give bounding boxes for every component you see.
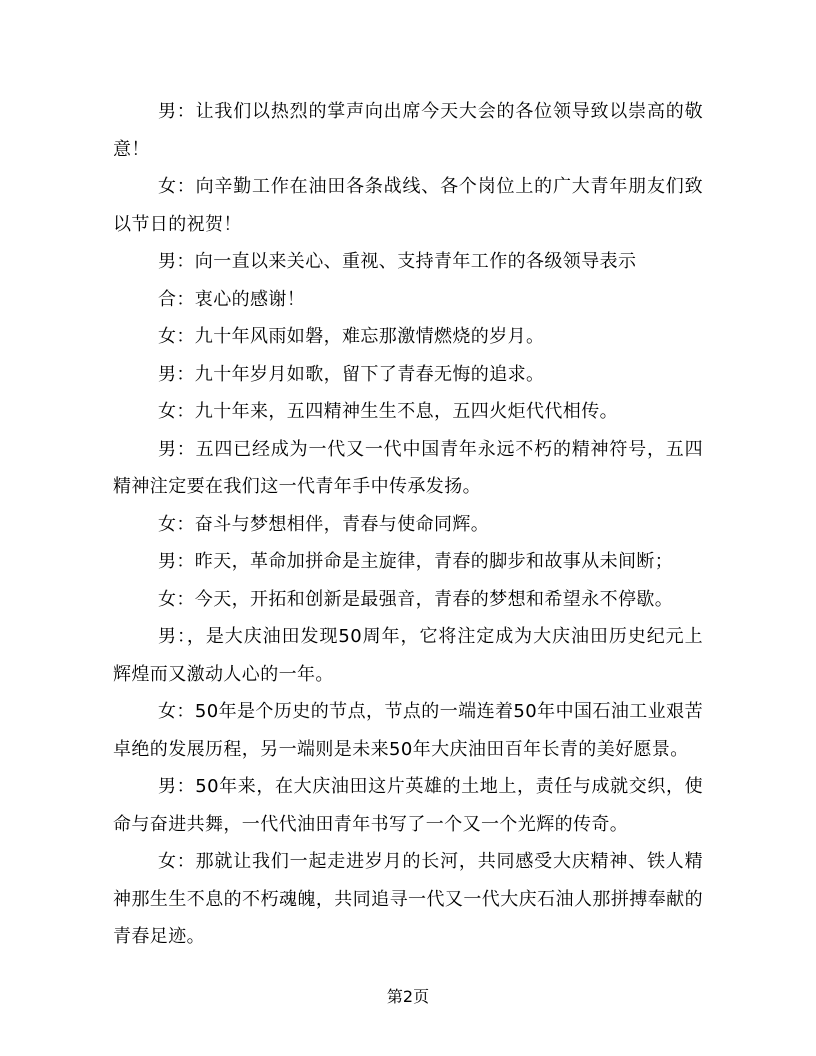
paragraph-11: 女：今天，开拓和创新是最强音，青春的梦想和希望永不停歇。	[158, 588, 674, 610]
paragraph-12: 男：，是大庆油田发现50周年，它将注定成为大庆油田历史纪元上辉煌而又激动人心的一年。	[113, 626, 703, 685]
paragraph-9: 女：奋斗与梦想相伴，青春与使命同辉。	[158, 513, 490, 535]
paragraph-10: 男：昨天，革命加拼命是主旋律，青春的脚步和故事从未间断；	[158, 551, 674, 572]
paragraph-15: 女：那就让我们一起走进岁月的长河，共同感受大庆精神、铁人精神那生生不息的不朽魂魄，共同追寻一代又一代大庆石油人那拼搏奉献的青春足迹。	[113, 851, 703, 947]
paragraph-2: 女：向辛勤工作在油田各条战线、各个岗位上的广大青年朋友们致以节日的祝贺！	[113, 176, 703, 235]
paragraph-3: 男：向一直以来关心、重视、支持青年工作的各级领导表示	[158, 251, 637, 272]
paragraph-8: 男：五四已经成为一代又一代中国青年永远不朽的精神符号，五四精神注定要在我们这一代青年手中传承发扬。	[113, 438, 703, 497]
paragraph-13: 女：50年是个历史的节点，节点的一端连着50年中国石油工业艰苦卓绝的发展历程，另一端则是未来50年大庆油田百年长青的美好愿景。	[113, 701, 703, 760]
paragraph-1: 男：让我们以热烈的掌声向出席今天大会的各位领导致以崇高的敬意！	[113, 101, 703, 160]
page-number: 第2页	[386, 987, 430, 1006]
paragraph-5: 女：九十年风雨如磐，难忘那激情燃烧的岁月。	[158, 326, 545, 347]
paragraph-6: 男：九十年岁月如歌，留下了青春无悔的追求。	[158, 363, 545, 385]
paragraph-14: 男：50年来，在大庆油田这片英雄的土地上，责任与成就交织，使命与奋进共舞，一代代油田青年书写了一个又一个光辉的传奇。	[113, 776, 703, 835]
document-body	[113, 93, 703, 956]
paragraph-4: 合：衷心的感谢！	[158, 288, 306, 310]
paragraph-7: 女：九十年来，五四精神生生不息，五四火炬代代相传。	[158, 401, 618, 422]
